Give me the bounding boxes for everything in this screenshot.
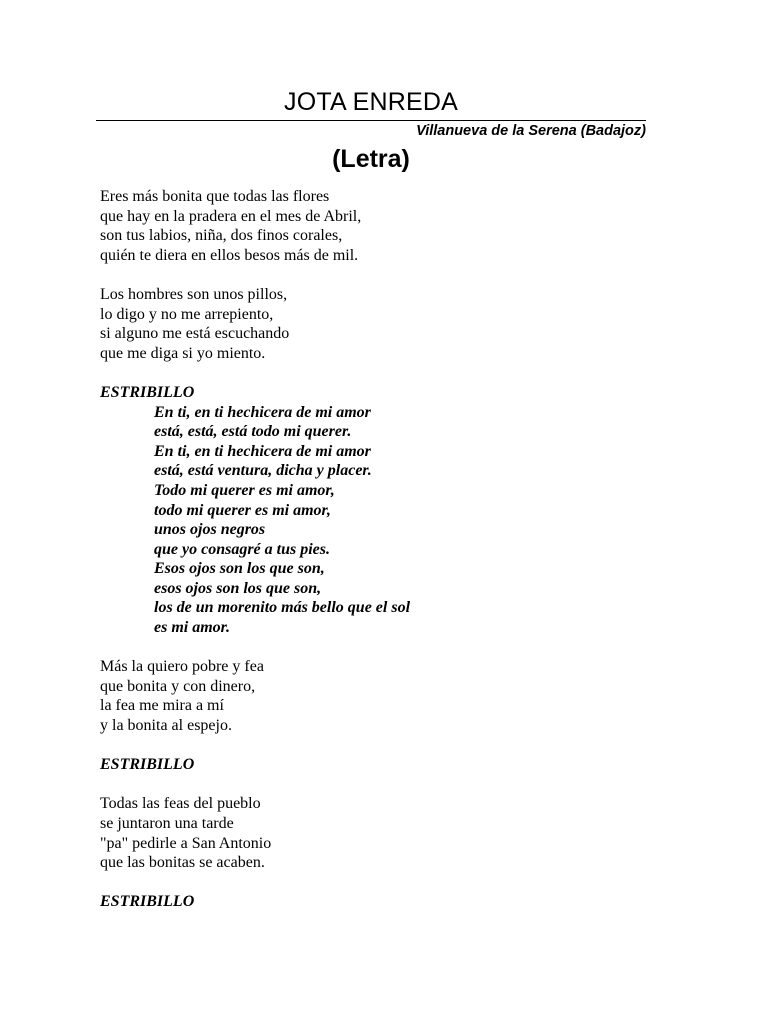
chorus-line: que yo consagré a tus pies. <box>154 540 330 558</box>
chorus-line: los de un morenito más bello que el sol <box>154 599 411 617</box>
chorus-line: unos ojos negros <box>154 521 266 539</box>
verse-line: quién te diera en ellos besos más de mil. <box>100 246 359 264</box>
chorus-reference: ESTRIBILLO <box>100 756 195 774</box>
verse-line: Todas las feas del pueblo <box>100 795 261 813</box>
document-title: JOTA ENREDA <box>284 88 458 116</box>
stanza-gap <box>100 873 660 893</box>
verse-line: que bonita y con dinero, <box>100 677 256 695</box>
verse-line: Eres más bonita que todas las flores <box>100 188 330 205</box>
chorus-reference: ESTRIBILLO <box>100 893 195 911</box>
verse-line: Los hombres son unos pillos, <box>100 285 288 303</box>
chorus-line: Todo mi querer es mi amor, <box>154 481 335 499</box>
verse-line: y la bonita al espejo. <box>100 717 232 735</box>
chorus <box>100 403 660 638</box>
chorus-line: Esos ojos son los que son, <box>154 560 325 578</box>
verse-line: la fea me mira a mí <box>100 697 224 715</box>
verse-1 <box>100 187 660 265</box>
verse-4 <box>100 794 660 872</box>
verse-line: se juntaron una tarde <box>100 815 234 832</box>
chorus-line: es mi amor. <box>154 619 231 637</box>
chorus-line: está, está ventura, dicha y placer. <box>154 462 372 480</box>
verse-3 <box>100 657 660 735</box>
chorus-line: esos ojos son los que son, <box>154 579 322 597</box>
stanza-gap <box>100 265 660 285</box>
verse-line: que me diga si yo miento. <box>100 344 266 362</box>
verse-line: Más la quiero pobre y fea <box>100 658 264 676</box>
verse-line: "pa" pedirle a San Antonio <box>100 834 272 852</box>
stanza-gap <box>100 775 660 795</box>
verse-line: si alguno me está escuchando <box>100 325 290 343</box>
stanza-gap <box>100 638 660 658</box>
stanza-gap <box>100 363 660 383</box>
chorus-line: está, está, está todo mi querer. <box>154 423 352 441</box>
verse-line: son tus labios, niña, dos finos corales, <box>100 227 343 245</box>
section-title: (Letra) <box>332 145 410 173</box>
verse-2 <box>100 285 660 363</box>
verse-line: que las bonitas se acaben. <box>100 854 265 872</box>
verse-line: que hay en la pradera en el mes de Abril, <box>100 207 362 225</box>
chorus-line: todo mi querer es mi amor, <box>154 501 331 519</box>
verse-line: lo digo y no me arrepiento, <box>100 305 274 323</box>
chorus-heading: ESTRIBILLO <box>100 383 195 401</box>
lyrics-body <box>100 187 660 912</box>
document-subtitle: Villanueva de la Serena (Badajoz) <box>416 123 646 139</box>
chorus-line: En ti, en ti hechicera de mi amor <box>154 442 371 460</box>
stanza-gap <box>100 736 660 756</box>
chorus-line: En ti, en ti hechicera de mi amor <box>154 403 371 421</box>
